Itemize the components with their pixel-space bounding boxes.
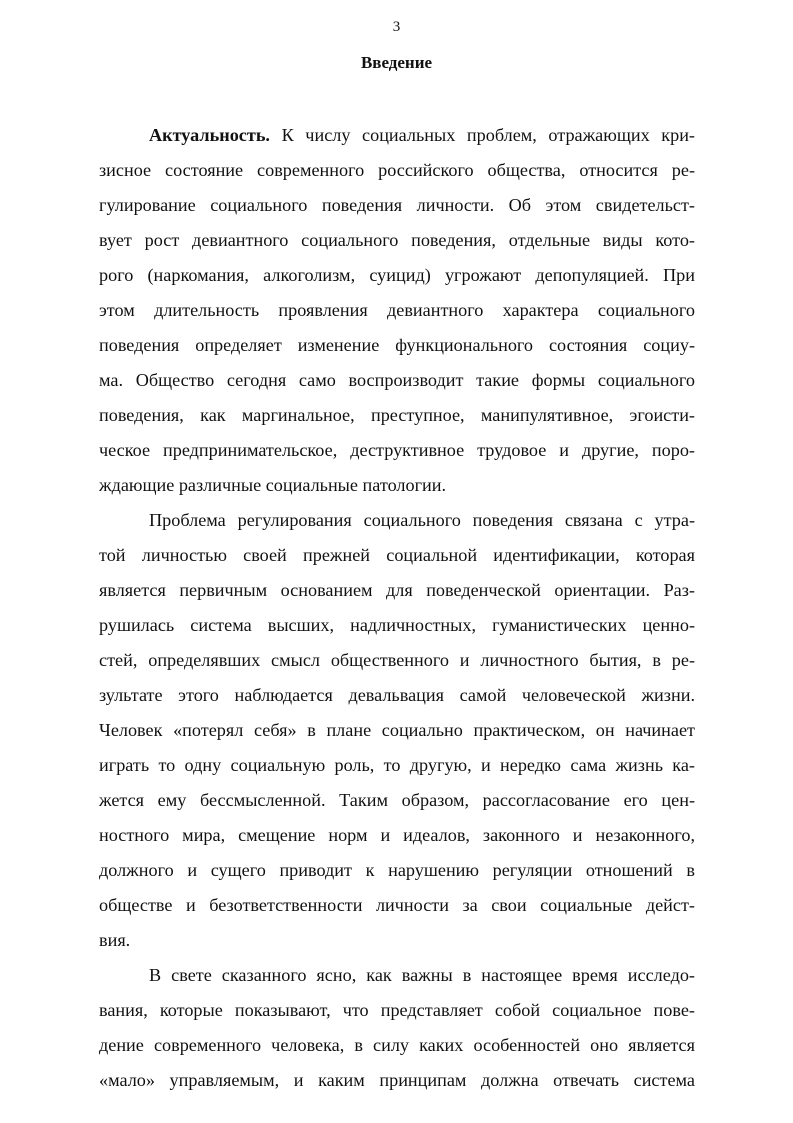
text-line: Человек «потерял себя» в плане социально практическом, он начинает: [99, 720, 695, 740]
text-line: той личностью своей прежней социальной идентификации, которая: [99, 545, 695, 565]
text-line: играть то одну социальную роль, то другую, и нередко сама жизнь ка-: [99, 755, 695, 775]
text-line: этом длительность проявления девиантного характера социального: [99, 300, 695, 320]
page-number: 3: [392, 19, 401, 35]
page-title: Введение: [360, 53, 433, 72]
text-line: является первичным основанием для поведенческой ориентации. Раз-: [99, 580, 695, 600]
paragraph-problem: [99, 503, 695, 958]
text-line: ностного мира, смещение норм и идеалов, законного и незаконного,: [99, 825, 695, 845]
paragraph-conclusion: [99, 958, 695, 1098]
text-line: жется ему бессмысленной. Таким образом, рассогласование его цен-: [99, 790, 695, 810]
text-line: рого (наркомания, алкоголизм, суицид) угрожают депопуляцией. При: [99, 265, 695, 285]
text-line: зультате этого наблюдается девальвация самой человеческой жизни.: [99, 685, 695, 705]
text-line: вания, которые показывают, что представляет собой социальное пове-: [99, 1000, 695, 1020]
text-line: поведения определяет изменение функционального состояния социу-: [99, 335, 695, 355]
text-line: ческое предпринимательское, деструктивное трудовое и другие, поро-: [99, 440, 695, 460]
text-line: стей, определявших смысл общественного и личностного бытия, в ре-: [99, 650, 695, 670]
body-text: [99, 118, 695, 1098]
text-line: поведения, как маргинальное, преступное, манипулятивное, эгоисти-: [99, 405, 695, 425]
text-line: ма. Общество сегодня само воспроизводит такие формы социального: [99, 370, 695, 390]
text-line: рушилась система высших, надличностных, гуманистических ценно-: [99, 615, 695, 635]
text-line: обществе и безответственности личности за свои социальные дейст-: [99, 895, 695, 915]
paragraph-lead: Актуальность.: [149, 125, 270, 145]
text-line: гулирование социального поведения личности. Об этом свидетельст-: [99, 195, 695, 215]
text-line: должного и сущего приводит к нарушению регуляции отношений в: [99, 860, 695, 880]
text-line: зисное состояние современного российского общества, относится ре-: [99, 160, 695, 180]
text-line: Проблема регулирования социального поведения связана с утра-: [149, 510, 695, 530]
text-line: вия.: [99, 930, 131, 950]
text-line: дение современного человека, в силу каких особенностей оно является: [99, 1035, 695, 1055]
text-line: Актуальность. К числу социальных проблем, отражающих кри-: [149, 125, 695, 145]
paragraph-relevance: [99, 118, 695, 503]
text-line: ждающие различные социальные патологии.: [99, 475, 447, 495]
text-line: вует рост девиантного социального поведения, отдельные виды кото-: [99, 230, 695, 250]
text-line: В свете сказанного ясно, как важны в настоящее время исследо-: [149, 965, 695, 985]
text-line: «мало» управляемым, и каким принципам должна отвечать система: [99, 1070, 695, 1090]
